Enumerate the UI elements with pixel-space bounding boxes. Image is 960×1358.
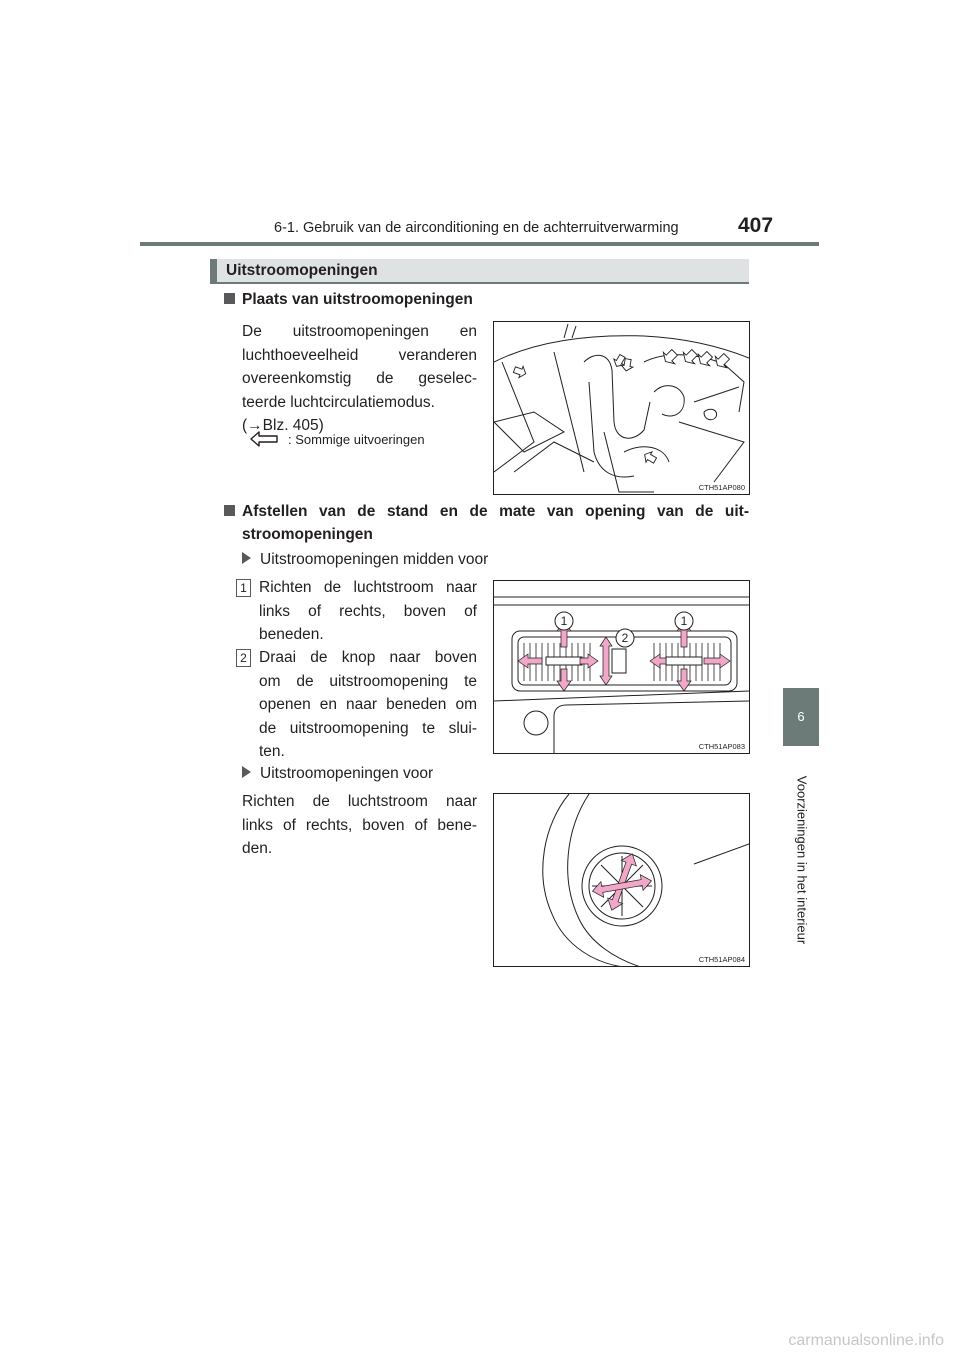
- item-number-1: 1: [236, 579, 251, 597]
- sub2-line: Richten de luchtstroom naar: [242, 793, 477, 810]
- block1-line: overeenkomstig de geselec-: [242, 370, 477, 387]
- item2-line: Draai de knop naar boven: [259, 649, 477, 666]
- section-bar: [210, 259, 749, 284]
- sub2-label-row: [242, 762, 433, 786]
- block1-ref: (→Blz. 405): [242, 417, 324, 434]
- heading-afstellen-line2: stroomopeningen: [242, 526, 373, 543]
- chapter-title-vertical: [787, 760, 817, 960]
- header-rule: [140, 242, 819, 246]
- interior-illustration: [494, 322, 750, 495]
- triangle-bullet-icon: [242, 552, 251, 564]
- triangle-bullet-icon: [242, 766, 251, 778]
- center-vents-illustration: [494, 581, 750, 754]
- item2-line: om de uitstroomopening te: [259, 672, 477, 690]
- item2-text: [259, 646, 477, 764]
- block1-paragraph: [242, 320, 477, 438]
- heading-plaats-text: Plaats van uitstroomopeningen: [242, 291, 473, 308]
- watermark: carmanualsonline.info: [788, 1332, 944, 1349]
- side-vent-illustration: [494, 794, 750, 967]
- chapter-title: Voorzieningen in het interieur: [794, 775, 810, 945]
- running-header: 6-1. Gebruik van de airconditioning en de achterruitverwarming: [274, 220, 679, 236]
- sub2-line: den.: [242, 840, 273, 857]
- figure-code: CTH51AP083: [698, 742, 745, 751]
- sub1-label-row: [242, 548, 488, 572]
- sub2-text: [242, 790, 477, 861]
- callout-1-right: 1: [680, 614, 688, 628]
- item2-line: openen en naar beneden om: [259, 696, 477, 713]
- figure-code: CTH51AP080: [698, 483, 745, 492]
- figure-side-vent: [493, 793, 750, 967]
- heading-plaats: [224, 291, 473, 309]
- item1-line: beneden.: [259, 626, 324, 643]
- item1-line: Richten de luchtstroom naar: [259, 579, 477, 596]
- item2-line: de uitstroomopening te slui-: [259, 719, 477, 737]
- callout-2: 2: [621, 631, 629, 645]
- item2-line: ten.: [259, 743, 285, 760]
- block1-line: De uitstroomopeningen en: [242, 323, 477, 340]
- section-bar-accent: [210, 259, 217, 282]
- legend-text: : Sommige uitvoeringen: [288, 432, 425, 447]
- sub2-label: Uitstroomopeningen voor: [260, 765, 434, 782]
- section-title: Uitstroomopeningen: [226, 262, 378, 279]
- figure-center-vents: [493, 580, 750, 754]
- item-number-2: 2: [236, 649, 251, 667]
- heading-afstellen-line1: Afstellen van de stand en de mate van opening van de uit-: [242, 503, 749, 520]
- block1-line: luchthoeveelheid veranderen: [242, 346, 477, 364]
- item1-line: links of rechts, boven of: [259, 602, 477, 620]
- chapter-tab: 6: [783, 688, 819, 746]
- sub1-label: Uitstroomopeningen midden voor: [260, 551, 489, 568]
- block1-line: teerde luchtcirculatiemodus.: [242, 393, 435, 411]
- callout-1-left: 1: [560, 614, 568, 628]
- heading-afstellen: [224, 503, 749, 521]
- square-bullet-icon: [224, 505, 235, 516]
- sub2-line: links of rechts, boven of bene-: [242, 816, 477, 834]
- legend-row: [249, 430, 279, 453]
- item1-text: [259, 576, 477, 647]
- figure-code: CTH51AP084: [698, 955, 745, 964]
- page-number: 407: [738, 214, 774, 237]
- outlet-arrow-legend-icon: [249, 430, 279, 448]
- square-bullet-icon: [224, 293, 235, 304]
- figure-interior: [493, 321, 750, 495]
